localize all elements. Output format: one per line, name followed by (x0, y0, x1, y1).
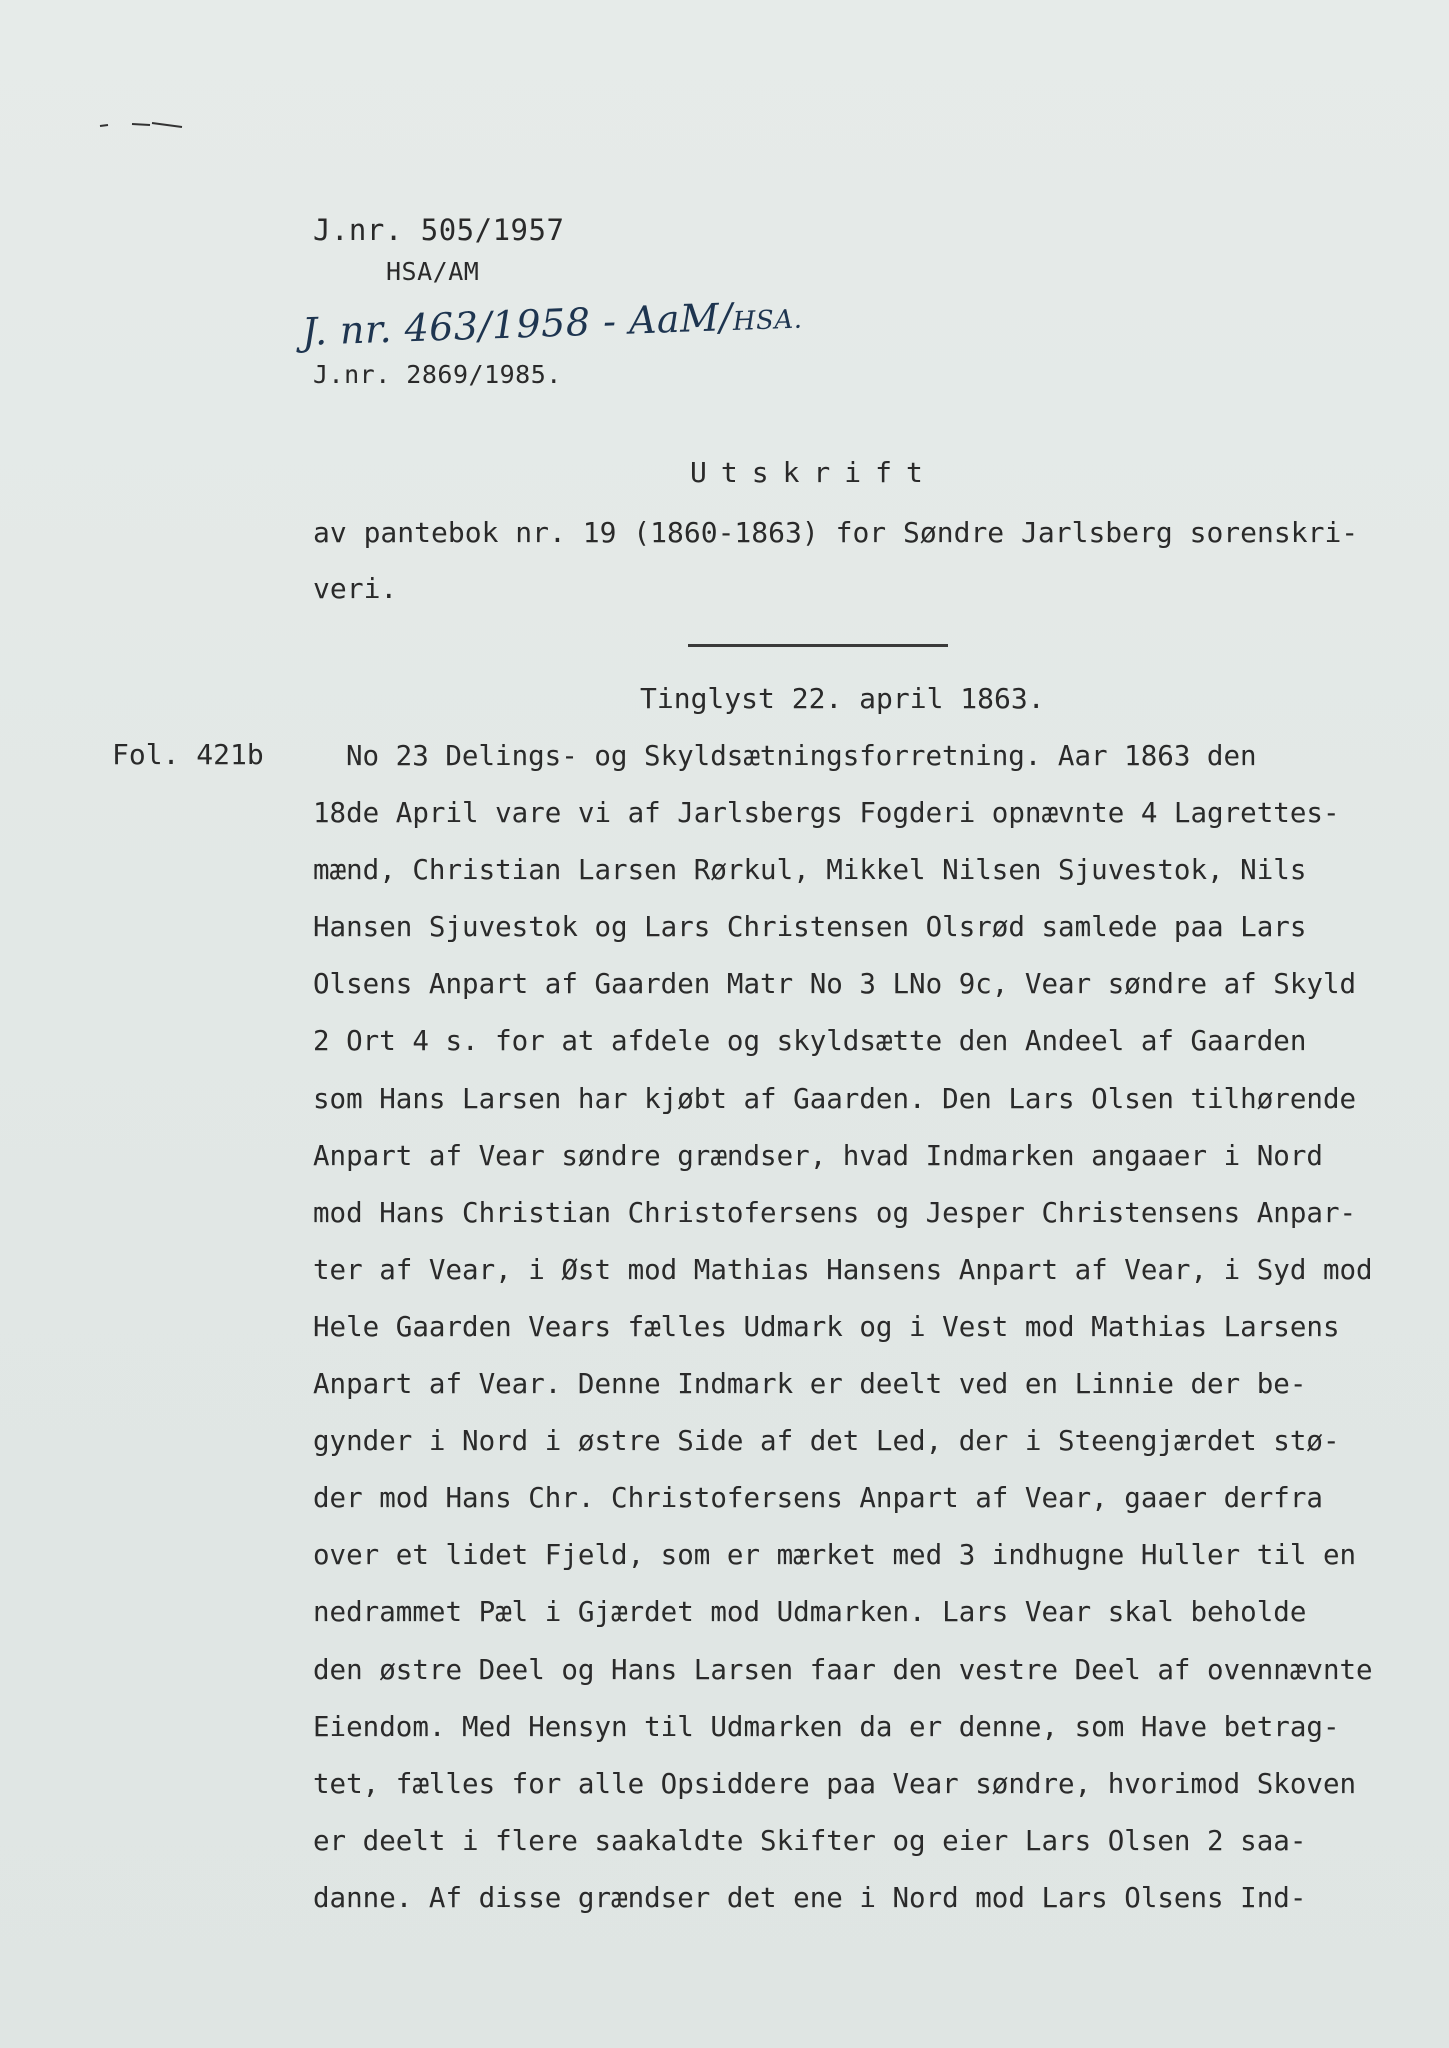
handwritten-main: J. nr. 463/1958 - AaM/ (301, 294, 734, 354)
body-line: over et lidet Fjeld, som er mærket med 3 indhugne Huller til en (313, 1539, 1357, 1572)
journal-number-2: J.nr. 2869/1985. (313, 360, 562, 389)
body-line: Olsens Anpart af Gaarden Matr No 3 LNo 9c, Vear søndre af Skyld (313, 968, 1357, 1001)
body-line: som Hans Larsen har kjøbt af Gaarden. Den Lars Olsen tilhørende (313, 1082, 1357, 1115)
registration-date: Tinglyst 22. april 1863. (640, 682, 1045, 715)
deed-body (313, 738, 1413, 1937)
body-line: der mod Hans Chr. Christofersens Anpart af Vear, gaaer derfra (313, 1482, 1323, 1515)
body-line: mod Hans Christian Christofersens og Jesper Christensens Anpar- (313, 1196, 1357, 1229)
intro-line-2: veri. (313, 572, 398, 605)
body-line: ter af Vear, i Øst mod Mathias Hansens Anpart af Vear, i Syd mod (313, 1253, 1373, 1286)
journal-number-1: J.nr. 505/1957 (313, 213, 565, 247)
body-line: Eiendom. Med Hensyn til Udmarken da er denne, som Have betrag- (313, 1710, 1340, 1743)
corner-mark (98, 120, 186, 130)
document-heading: Utskrift (690, 456, 937, 489)
body-line: 18de April vare vi af Jarlsbergs Fogderi opnævnte 4 Lagrettes- (313, 797, 1340, 830)
body-line: danne. Af disse grændser det ene i Nord mod Lars Olsens Ind- (313, 1881, 1307, 1914)
separator-rule (688, 644, 948, 647)
body-line: Anpart af Vear. Denne Indmark er deelt ved en Linnie der be- (313, 1368, 1307, 1401)
body-line: No 23 Delings- og Skyldsætningsforretning. Aar 1863 den (346, 740, 1257, 772)
body-line: nedrammet Pæl i Gjærdet mod Udmarken. Lars Vear skal beholde (313, 1596, 1307, 1629)
handwritten-journal-number (301, 293, 803, 354)
body-line: 2 Ort 4 s. for at afdele og skyldsætte den Andeel af Gaarden (313, 1025, 1307, 1058)
body-line: Hansen Sjuvestok og Lars Christensen Olsrød samlede paa Lars (313, 911, 1307, 944)
body-line: er deelt i flere saakaldte Skifter og eier Lars Olsen 2 saa- (313, 1824, 1307, 1857)
intro-line-1: av pantebok nr. 19 (1860-1863) for Søndre Jarlsberg sorenskri- (313, 516, 1359, 549)
handwritten-tail: HSA. (732, 304, 803, 337)
body-line: Anpart af Vear søndre grændser, hvad Indmarken angaaer i Nord (313, 1139, 1323, 1172)
body-line: tet, fælles for alle Opsiddere paa Vear søndre, hvorimod Skoven (313, 1767, 1357, 1800)
body-line: den østre Deel og Hans Larsen faar den vestre Deel af ovennævnte (313, 1653, 1373, 1686)
body-line: Hele Gaarden Vears fælles Udmark og i Vest mod Mathias Larsens (313, 1310, 1340, 1343)
folio-reference: Fol. 421b (112, 738, 264, 771)
body-line: mænd, Christian Larsen Rørkul, Mikkel Nilsen Sjuvestok, Nils (313, 854, 1307, 887)
body-line: gynder i Nord i østre Side af det Led, der i Steengjærdet stø- (313, 1425, 1340, 1458)
initials-1: HSA/AM (386, 257, 480, 286)
